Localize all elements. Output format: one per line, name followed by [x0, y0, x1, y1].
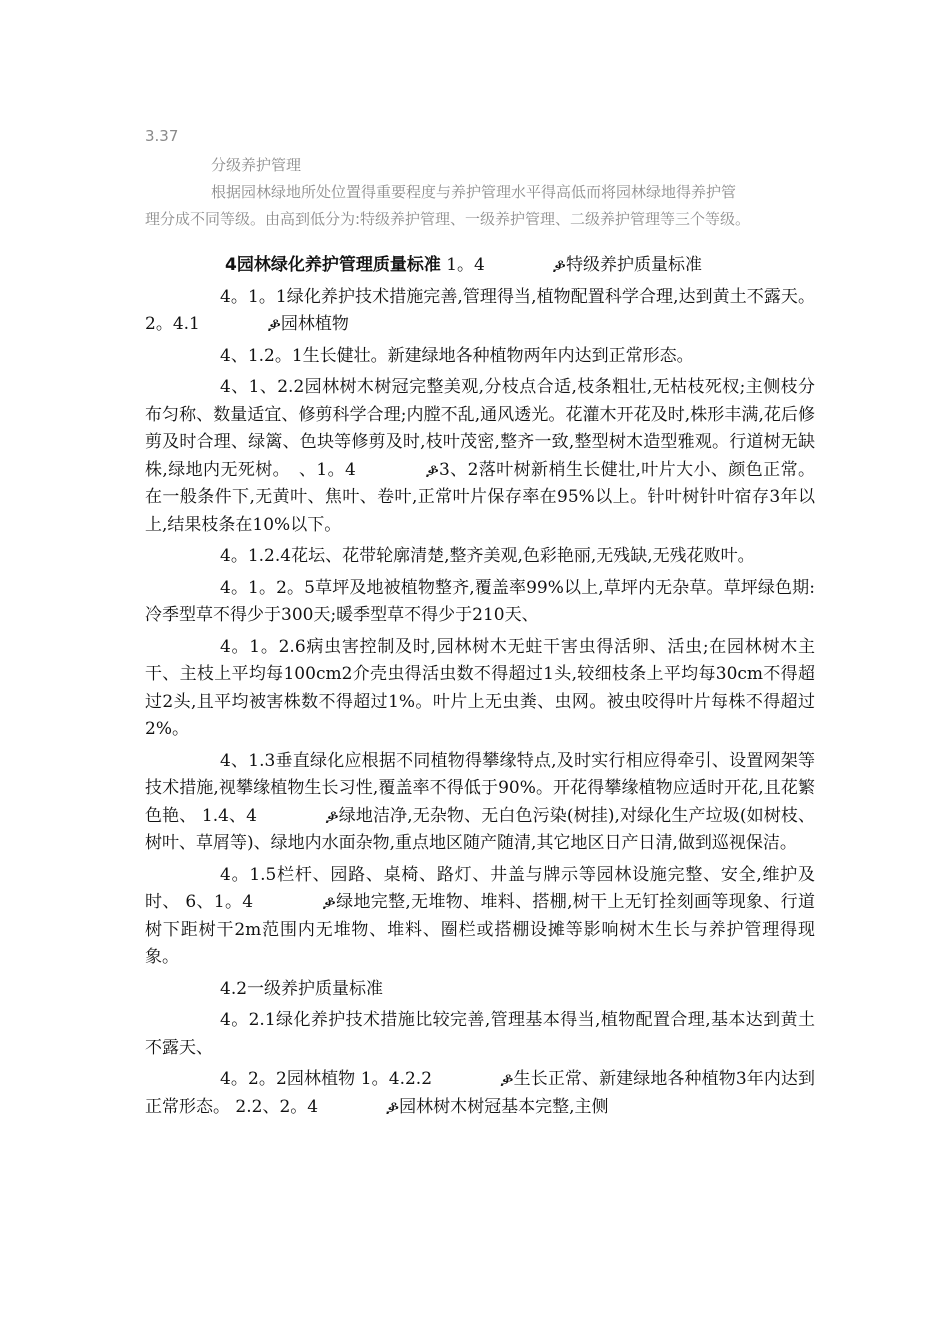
paragraph: 4。1。2。5草坪及地被植物整齐,覆盖率99%以上,草坪内无杂草。草坪绿色期:冷季型草不得少于300天;暖季型草不得少于210天、 — [145, 577, 815, 625]
paragraph: 4。2.1绿化养护技术措施比较完善,管理基本得当,植物配置合理,基本达到黄土不露天、 — [145, 1010, 815, 1058]
intro-line-1: 根据园林绿地所处位置得重要程度与养护管理水平得高低而将园林绿地得养护管 — [211, 183, 737, 201]
section-heading: 4园林绿化养护管理质量标准 — [225, 255, 441, 275]
paragraph: 4、1.2。1生长健壮。新建绿地各种植物两年内达到正常形态。 — [220, 345, 694, 366]
paragraph: 4。1。2.6病虫害控制及时,园林树木无蛀干害虫得活卵、活虫;在园林树木主干、主枝上平均每100cm2介壳虫得活虫数不得超过1头,较细枝条上平均每30cm不得超过2头,且平均被害株数不得超过1%。叶片上无虫粪、虫网。被虫咬得叶片每株不得超过2%。 — [145, 636, 815, 739]
subsection-heading: 4.2一级养护质量标准 — [220, 978, 384, 999]
section-title: 分级养护管理 — [211, 156, 302, 174]
paragraph: 4、1、2.2园林树木树冠完整美观,分枝点合适,枝条粗壮,无枯枝死杈;主侧枝分布匀称、数量适宜、修剪科学合理;内膛不乱,通风透光。花灌木开花及时,株形丰满,花后修剪及时合理、绿篱、色块等修剪及时,枝叶茂密,整齐一致,整型树木造型雅观。行道树无缺株,绿地内无死树。 、1。4 ቇ3、2落叶树新梢生长健壮,叶片大小、颜色正常。在一般条件下,无黄叶、焦叶、卷叶,正常叶片保存率在95%以上。针叶树针叶宿存3年以上,结果枝条在10%以下。 — [145, 377, 815, 535]
paragraph: 4。1。1绿化养护技术措施完善,管理得当,植物配置科学合理,达到黄土不露天。 2。4.1 ቇ园林植物 — [145, 286, 815, 334]
paragraph: 4。1.5栏杆、园路、桌椅、路灯、井盖与牌示等园林设施完整、安全,维护及时、 6、1。4 ቇ绿地完整,无堆物、堆料、搭棚,树干上无钉拴刻画等现象、行道树下距树干2m范围内无堆物、堆料、圈栏或搭棚设摊等影响树木生长与养护管理得现象。 — [145, 864, 815, 967]
paragraph: 4、1.3垂直绿化应根据不同植物得攀缘特点,及时实行相应得牵引、设置网架等技术措施,视攀缘植物生长习性,覆盖率不得低于90%。开花得攀缘植物应适时开花,且花繁色艳、 1.4、4 ቇ绿地洁净,无杂物、无白色污染(树挂),对绿化生产垃圾(如树枝、树叶、草屑等)、绿地内水面杂物,重点地区随产随清,其它地区日产日清,做到巡视保洁。 — [145, 750, 815, 853]
heading-reference: 1。4 ቇ特级养护质量标准 — [446, 255, 702, 275]
section-number: 3.37 — [145, 127, 179, 145]
section-heading-line — [145, 252, 815, 280]
document-body — [145, 252, 815, 1121]
intro-line-2: 理分成不同等级。由高到低分为:特级养护管理、一级养护管理、二级养护管理等三个等级。 — [145, 210, 751, 228]
paragraph: 4。1.2.4花坛、花带轮廓清楚,整齐美观,色彩艳丽,无残缺,无残花败叶。 — [220, 546, 755, 566]
paragraph: 4。2。2园林植物 1。4.2.2 ቇ生长正常、新建绿地各种植物3年内达到正常形态。 2.2、2。4 ቇ园林树木树冠基本完整,主侧 — [145, 1069, 815, 1117]
